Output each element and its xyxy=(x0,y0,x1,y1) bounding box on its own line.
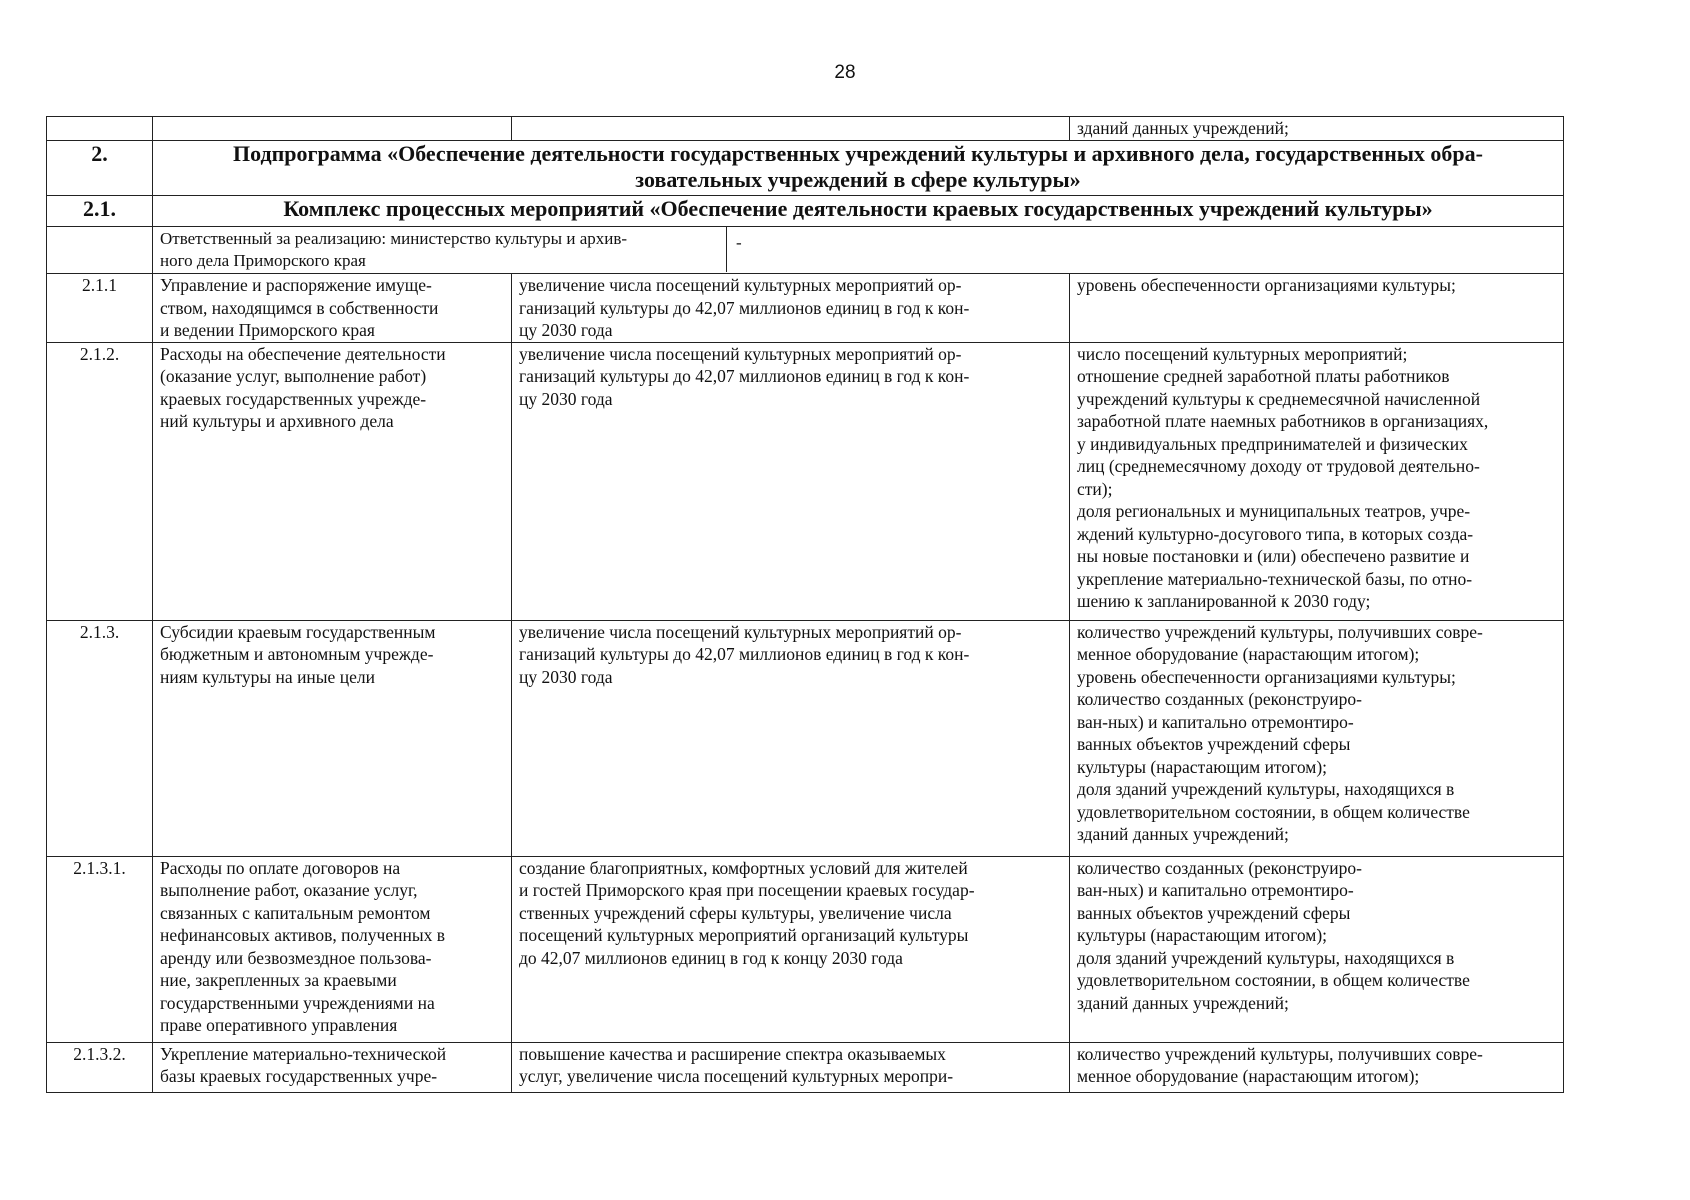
cell-line: ждений культурно-досугового типа, в которых созда- xyxy=(1077,523,1474,544)
cell-line: краевых государственных учрежде- xyxy=(160,388,427,409)
complex-number: 2.1. xyxy=(47,196,153,227)
cell-line: Субсидии краевым государственным xyxy=(160,621,436,642)
cell-line: отношение средней заработной платы работников xyxy=(1077,366,1450,386)
cell-line: ганизаций культуры до 42,07 миллионов единиц в год к кон- xyxy=(519,297,970,318)
cell-line: учреждений культуры к среднемесячной начисленной xyxy=(1077,388,1481,409)
cell-line: количество созданных (реконструиро- xyxy=(1077,857,1362,878)
cell-line: увеличение числа посещений культурных мероприятий ор- xyxy=(519,621,962,642)
cell-line: удовлетворительном состоянии, в общем количестве xyxy=(1077,801,1470,822)
cell-line: ние, закрепленных за краевыми xyxy=(160,970,397,990)
cell-line: ний культуры и архивного дела xyxy=(160,411,394,431)
cell-line: заработной плате наемных работников в организациях, xyxy=(1077,411,1489,431)
cell-line: удовлетворительном состоянии, в общем количестве xyxy=(1077,970,1470,990)
table-row xyxy=(47,620,1564,856)
event-name-cell xyxy=(153,274,512,343)
cell-line: зданий данных учреждений; xyxy=(1077,824,1289,844)
cell-line: лиц (среднемесячному доходу от трудовой деятельно- xyxy=(1077,456,1480,476)
cell-line: ны новые постановки и (или) обеспечено развитие и xyxy=(1077,546,1470,566)
row-number: 2.1.3.2. xyxy=(47,1042,153,1092)
cell-line: зданий данных учреждений; xyxy=(1077,992,1289,1013)
cell-line: ного дела Приморского края xyxy=(160,251,366,270)
expected-result-cell xyxy=(512,620,1070,856)
cell-line: шению к запланированной к 2030 году; xyxy=(1077,591,1371,611)
cell-line: государственными учреждениями на xyxy=(160,992,435,1013)
cell-line: культуры (нарастающим итогом); xyxy=(1077,756,1328,777)
cell-line: уровень обеспеченности организациями культуры; xyxy=(1077,275,1456,295)
cell-line: праве оперативного управления xyxy=(160,1015,398,1035)
cell-line: цу 2030 года xyxy=(519,666,613,687)
cell-line: и ведении Приморского края xyxy=(160,320,375,340)
title-line: Комплекс процессных мероприятий «Обеспечение деятельности краевых государственных учреждений культуры» xyxy=(283,196,1433,221)
cell-line: ван-ных) и капитально отремонтиро- xyxy=(1077,711,1354,732)
cell-line: сти); xyxy=(1077,478,1113,499)
table-cell xyxy=(153,117,512,141)
row-number: 2.1.1 xyxy=(47,274,153,343)
indicator-cell xyxy=(1070,1042,1564,1092)
cell-line: количество учреждений культуры, получивших совре- xyxy=(1077,1043,1483,1064)
table-row xyxy=(47,117,1564,141)
indicator-cell xyxy=(1070,342,1564,620)
table-cell xyxy=(512,117,1070,141)
cell-line: ванных объектов учреждений сферы xyxy=(1077,902,1351,923)
event-name-cell xyxy=(153,1042,512,1092)
cell-line: бюджетным и автономным учрежде- xyxy=(160,644,434,664)
complex-title xyxy=(153,196,1564,227)
table-cell xyxy=(1070,117,1564,141)
cell-line: (оказание услуг, выполнение работ) xyxy=(160,366,427,386)
cell-line: Расходы на обеспечение деятельности xyxy=(160,343,446,364)
subprogram-row xyxy=(47,141,1564,196)
cell-line: ганизаций культуры до 42,07 миллионов единиц в год к кон- xyxy=(519,644,970,664)
indicator-cell xyxy=(1070,274,1564,343)
table-row xyxy=(47,274,1564,343)
indicator-cell xyxy=(1070,856,1564,1042)
cell-line: выполнение работ, оказание услуг, xyxy=(160,880,418,900)
cell-line: увеличение числа посещений культурных мероприятий ор- xyxy=(519,343,962,364)
cell-line: доля зданий учреждений культуры, находящихся в xyxy=(1077,947,1455,968)
cell-line: доля региональных и муниципальных театров, учре- xyxy=(1077,501,1471,521)
cell-line: ванных объектов учреждений сферы xyxy=(1077,734,1351,754)
cell-line: цу 2030 года xyxy=(519,388,613,409)
cell-line: услуг, увеличение числа посещений культурных меропри- xyxy=(519,1066,954,1086)
cell-line: повышение качества и расширение спектра оказываемых xyxy=(519,1043,946,1064)
expected-result-cell xyxy=(512,856,1070,1042)
table-cell xyxy=(47,117,153,141)
indicator-cell xyxy=(1070,620,1564,856)
cell-line: уровень обеспеченности организациями культуры; xyxy=(1077,666,1456,687)
cell-line: число посещений культурных мероприятий; xyxy=(1077,343,1408,364)
cell-line: Управление и распоряжение имуще- xyxy=(160,275,432,295)
title-line: зовательных учреждений в сфере культуры» xyxy=(635,167,1081,192)
cell-line: Расходы по оплате договоров на xyxy=(160,857,401,878)
cell-line: ственных учреждений сферы культуры, увеличение числа xyxy=(519,902,952,923)
cell-line: ван-ных) и капитально отремонтиро- xyxy=(1077,880,1354,900)
table-cell xyxy=(47,227,153,274)
cell-line: базы краевых государственных учре- xyxy=(160,1066,438,1086)
cell-line: количество учреждений культуры, получивших совре- xyxy=(1077,621,1483,642)
cell-line: создание благоприятных, комфортных условий для жителей xyxy=(519,857,968,878)
cell-line: и гостей Приморского края при посещении краевых государ- xyxy=(519,880,975,900)
row-number: 2.1.3. xyxy=(47,620,153,856)
cell-line: менное оборудование (нарастающим итогом); xyxy=(1077,1066,1420,1086)
cell-line: ганизаций культуры до 42,07 миллионов единиц в год к кон- xyxy=(519,366,970,386)
expected-result-cell xyxy=(512,1042,1070,1092)
table-row xyxy=(47,342,1564,620)
event-name-cell xyxy=(153,342,512,620)
cell-line: ством, находящимся в собственности xyxy=(160,297,439,318)
event-name-cell xyxy=(153,856,512,1042)
cell-line: увеличение числа посещений культурных мероприятий ор- xyxy=(519,275,962,295)
title-line: Подпрограмма «Обеспечение деятельности государственных учреждений культуры и архивного дела, государственных обра- xyxy=(233,141,1483,166)
cell-line: укрепление материально-технической базы, по отно- xyxy=(1077,568,1473,589)
cell-line: зданий данных учреждений; xyxy=(1077,118,1289,138)
responsible-row xyxy=(47,227,1564,274)
responsible-value: - xyxy=(736,233,742,252)
cell-line: количество созданных (реконструиро- xyxy=(1077,689,1362,709)
cell-line: до 42,07 миллионов единиц в год к концу 2030 года xyxy=(519,947,903,968)
row-number: 2.1.3.1. xyxy=(47,856,153,1042)
responsible-divider xyxy=(726,227,727,272)
complex-row xyxy=(47,196,1564,227)
subprogram-number: 2. xyxy=(47,141,153,196)
cell-line: менное оборудование (нарастающим итогом); xyxy=(1077,644,1420,664)
expected-result-cell xyxy=(512,274,1070,343)
expected-result-cell xyxy=(512,342,1070,620)
row-number: 2.1.2. xyxy=(47,342,153,620)
page-number: 28 xyxy=(834,62,856,83)
responsible-label xyxy=(160,228,627,272)
program-table xyxy=(46,116,1564,1093)
responsible-cell xyxy=(153,227,1564,274)
cell-line: Укрепление материально-технической xyxy=(160,1043,447,1064)
cell-line: связанных с капитальным ремонтом xyxy=(160,902,431,923)
table-row xyxy=(47,856,1564,1042)
subprogram-title xyxy=(153,141,1564,196)
event-name-cell xyxy=(153,620,512,856)
cell-line: культуры (нарастающим итогом); xyxy=(1077,925,1328,945)
cell-line: посещений культурных мероприятий организаций культуры xyxy=(519,925,969,945)
cell-line: Ответственный за реализацию: министерство культуры и архив- xyxy=(160,229,628,248)
cell-line: у индивидуальных предпринимателей и физических xyxy=(1077,433,1468,454)
table-row xyxy=(47,1042,1564,1092)
cell-line: доля зданий учреждений культуры, находящихся в xyxy=(1077,779,1455,799)
cell-line: цу 2030 года xyxy=(519,320,613,340)
cell-line: аренду или безвозмездное пользова- xyxy=(160,947,432,968)
cell-line: ниям культуры на иные цели xyxy=(160,666,375,687)
cell-line: нефинансовых активов, полученных в xyxy=(160,925,445,945)
